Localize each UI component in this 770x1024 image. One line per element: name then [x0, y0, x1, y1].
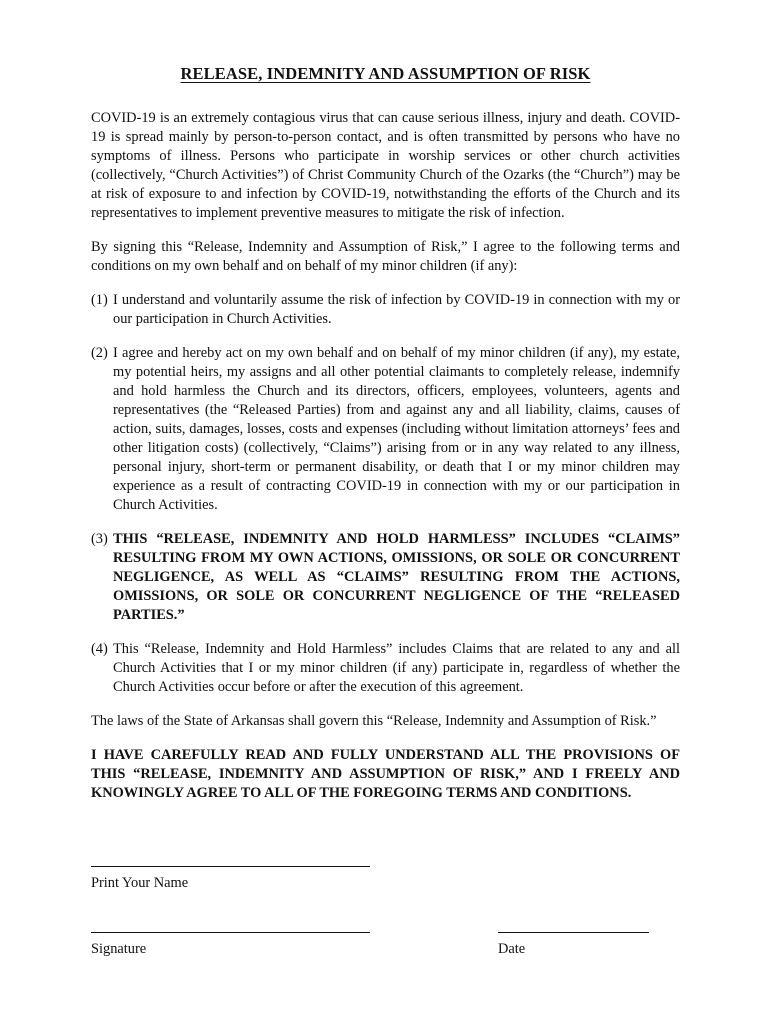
clause-3 — [91, 530, 680, 625]
signature-label: Signature — [91, 941, 147, 957]
clause-4 — [91, 640, 680, 697]
clause-number: (3) — [91, 531, 108, 547]
clause-text: I agree and hereby act on my own behalf and on behalf of my minor children (if any), my estate, my potential heirs, my assigns and all other potential claimants to completely release, indemnify and hold harmless the Church and its directors, officers, employees, volunteers, agents and representatives (the “Released Parties) from and against any and all liability, claims, causes of action, suits, damages, losses, costs and expenses (including without limitation attorneys’ fees and other litigation costs) (collectively, “Claims”) arising from or in any way related to any illness, personal injury, short-term or permanent disability, or death that I or my minor children may experience as a result of contracting COVID-19 in connection with my or our participation in Church Activities. — [113, 345, 680, 513]
clause-number: (1) — [91, 292, 108, 308]
date-label: Date — [498, 941, 526, 957]
signature-line[interactable] — [91, 932, 370, 933]
clause-number: (4) — [91, 641, 108, 657]
clause-text: THIS “RELEASE, INDEMNITY AND HOLD HARMLESS” INCLUDES “CLAIMS” RESULTING FROM MY OWN ACTIONS, OMISSIONS, OR SOLE OR CONCURRENT NEGLIGENCE, AS WELL AS “CLAIMS” RESULTING FROM THE ACTIONS, OMISSIONS, OR SOLE OR CONCURRENT NEGLIGENCE OF THE “RELEASED PARTIES.” — [113, 531, 680, 623]
governing-law-paragraph: The laws of the State of Arkansas shall govern this “Release, Indemnity and Assumption of Risk.” — [91, 713, 657, 729]
clause-text: This “Release, Indemnity and Hold Harmless” includes Claims that are related to any and all Church Activities that I or my minor children (if any) participate in, regardless of whether the Church Activities occur before or after the execution of this agreement. — [113, 641, 680, 695]
clause-text: I understand and voluntarily assume the risk of infection by COVID-19 in connection with my or our participation in Church Activities. — [113, 292, 680, 327]
date-line[interactable] — [498, 932, 649, 933]
clause-1 — [91, 291, 680, 329]
document-title: RELEASE, INDEMNITY AND ASSUMPTION OF RISK — [180, 64, 591, 83]
release-document — [91, 64, 680, 803]
agreement-paragraph: By signing this “Release, Indemnity and Assumption of Risk,” I agree to the following terms and conditions on my own behalf and on behalf of my minor children (if any): — [91, 239, 680, 274]
print-name-line[interactable] — [91, 866, 370, 867]
acknowledgement-paragraph: I HAVE CAREFULLY READ AND FULLY UNDERSTAND ALL THE PROVISIONS OF THIS “RELEASE, INDEMNITY AND ASSUMPTION OF RISK,” AND I FREELY AND KNOWINGLY AGREE TO ALL OF THE FOREGOING TERMS AND CONDITIONS. — [91, 747, 680, 801]
clause-number: (2) — [91, 345, 108, 361]
print-name-label: Print Your Name — [91, 875, 189, 891]
clause-2 — [91, 344, 680, 515]
intro-paragraph: COVID-19 is an extremely contagious virus that can cause serious illness, injury and death. COVID-19 is spread mainly by person-to-person contact, and is often transmitted by persons who have no symptoms of illness. Persons who participate in worship services or other church activities (collectively, “Church Activities”) of Christ Community Church of the Ozarks (the “Church”) may be at risk of exposure to and infection by COVID-19, notwithstanding the efforts of the Church and its representatives to implement preventive measures to mitigate the risk of infection. — [91, 110, 680, 221]
